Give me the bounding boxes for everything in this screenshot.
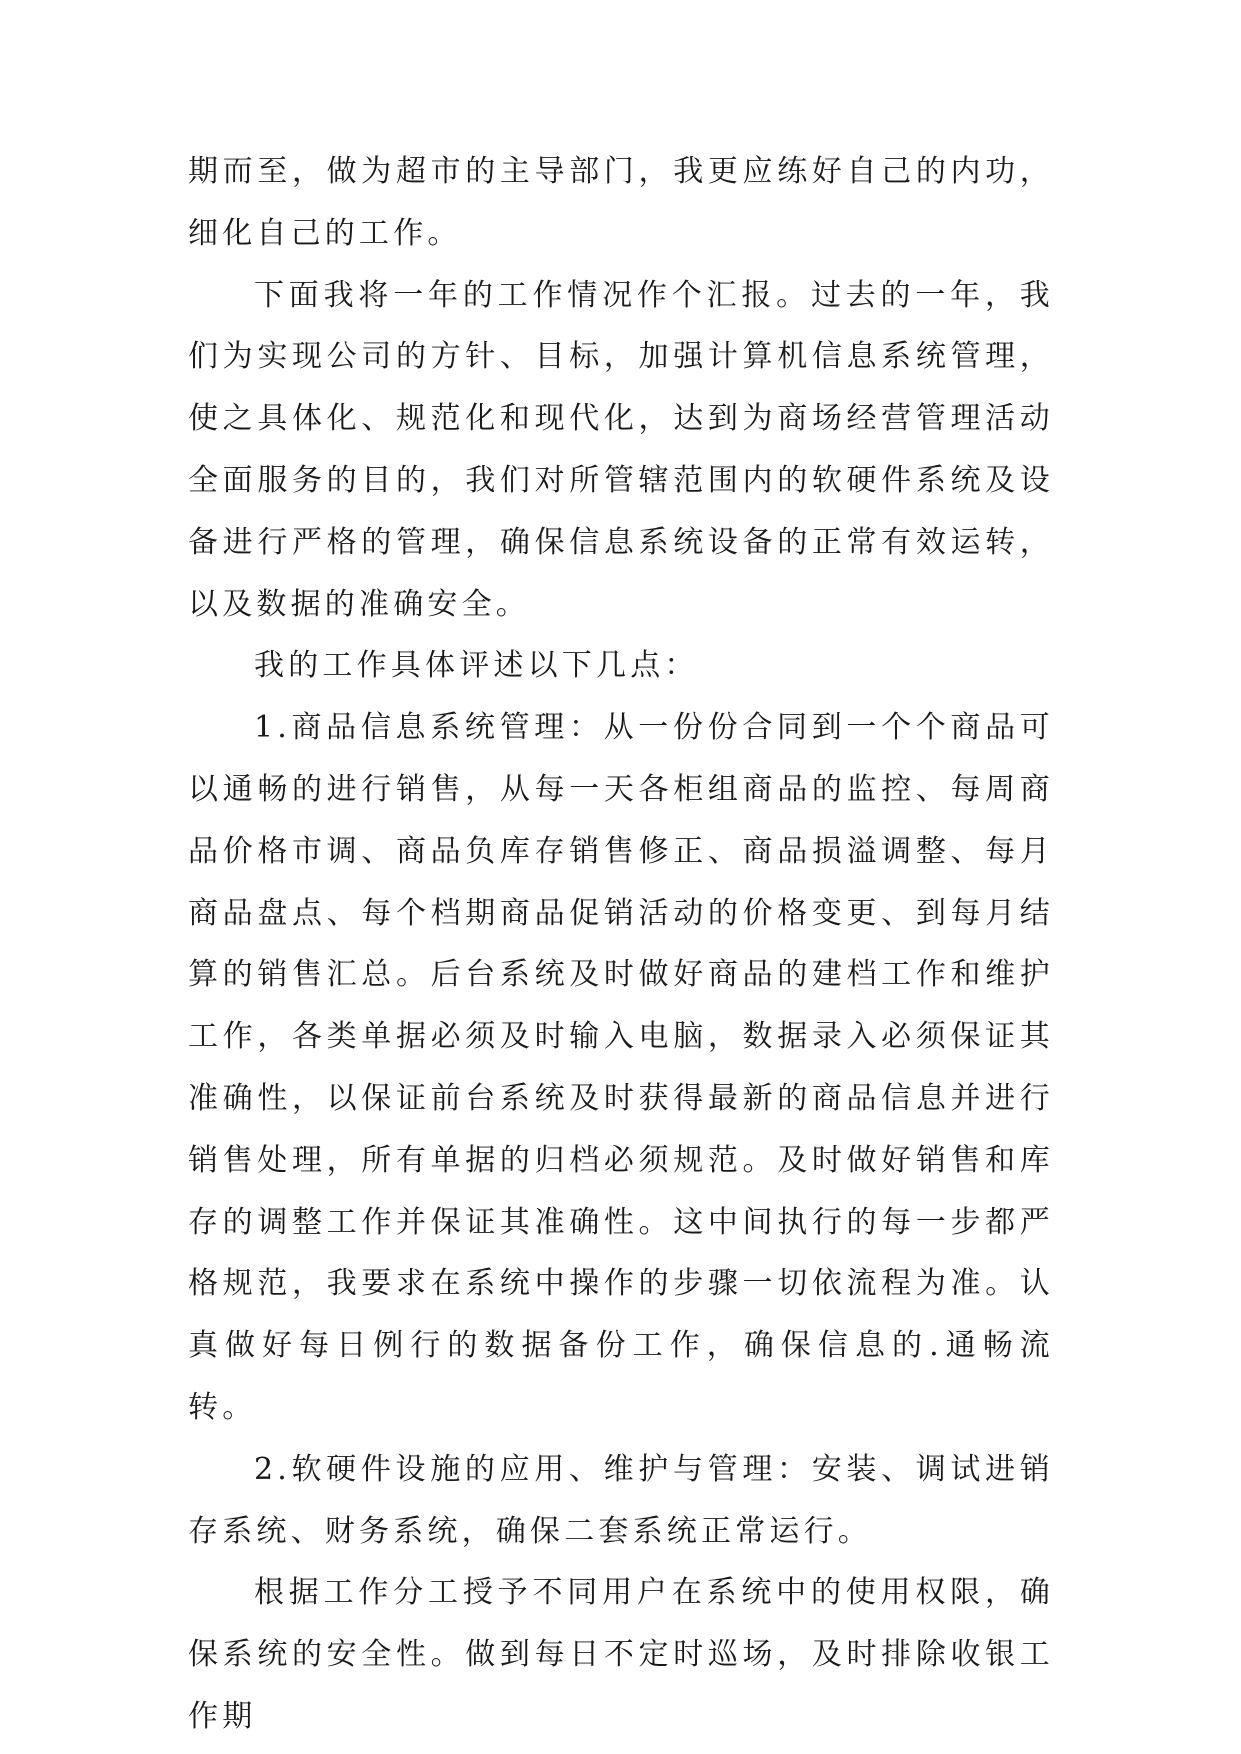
paragraph-permissions: 根据工作分工授予不同用户在系统中的使用权限，确保系统的安全性。做到每日不定时巡场，及时排除收银工作期 [188, 1575, 1054, 1734]
paragraph-continuation: 期而至，做为超市的主导部门，我更应练好自己的内功，细化自己的工作。 [188, 154, 1054, 251]
paragraph-item-2-hardware-software: 2.软硬件设施的应用、维护与管理：安装、调试进销存系统、财务系统，确保二套系统正常运行。 [188, 1451, 1054, 1549]
paragraph-annual-report: 下面我将一年的工作情况作个汇报。过去的一年，我们为实现公司的方针、目标，加强计算机信息系统管理，使之具体化、规范化和现代化，达到为商场经营管理活动全面服务的目的，我们对所管辖范围内的软硬件系统及设备进行严格的管理，确保信息系统设备的正常有效运转，以及数据的准确安全。 [188, 277, 1054, 622]
paragraph-item-1-product-info: 1.商品信息系统管理：从一份份合同到一个个商品可以通畅的进行销售，从每一天各柜组商品的监控、每周商品价格市调、商品负库存销售修正、商品损溢调整、每月商品盘点、每个档期商品促销活动的价格变更、到每月结算的销售汇总。后台系统及时做好商品的建档工作和维护工作，各类单据必须及时输入电脑，数据录入必须保证其准确性，以保证前台系统及时获得最新的商品信息并进行销售处理，所有单据的归档必须规范。及时做好销售和库存的调整工作并保证其准确性。这中间执行的每一步都严格规范，我要求在系统中操作的步骤一切依流程为准。认真做好每日例行的数据备份工作，确保信息的.通畅流转。 [188, 710, 1054, 1425]
body-text [188, 141, 1054, 1748]
paragraph-work-points-intro: 我的工作具体评述以下几点： [254, 648, 699, 684]
